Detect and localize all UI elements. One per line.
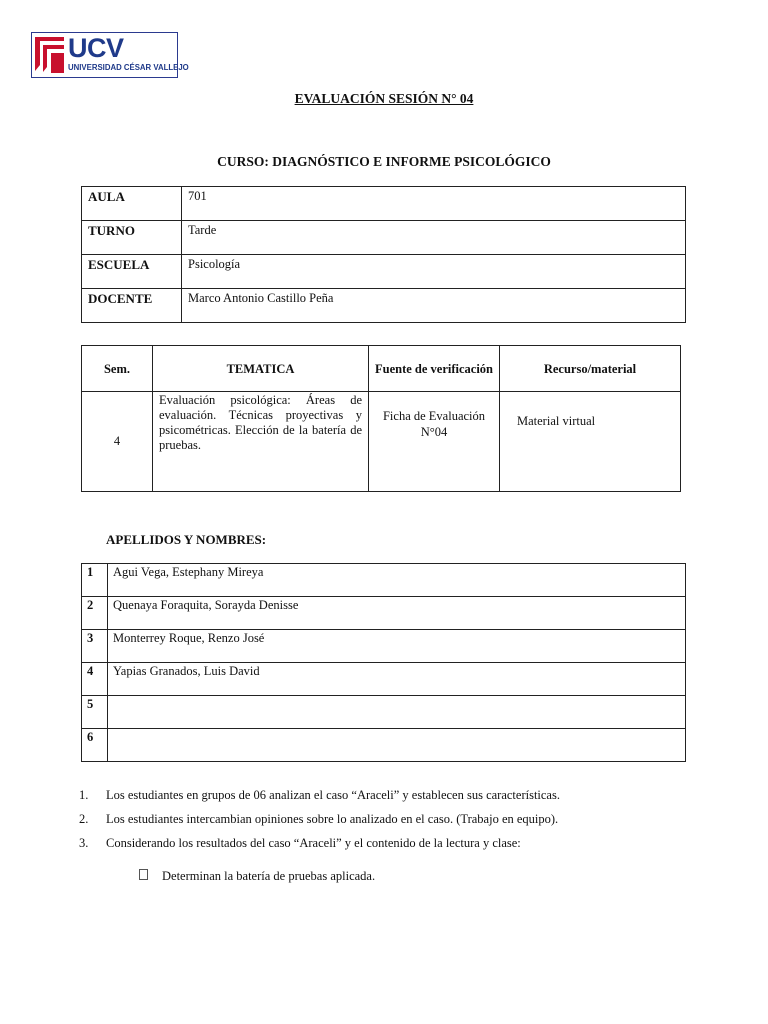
header-fuente: Fuente de verificación [369, 346, 500, 392]
course-title: CURSO: DIAGNÓSTICO E INFORME PSICOLÓGICO [217, 154, 551, 169]
row-number: 3 [82, 630, 108, 663]
student-name: Yapias Granados, Luis David [108, 663, 686, 696]
list-number: 3. [79, 836, 89, 850]
list-text: Considerando los resultados del caso “Araceli” y el contenido de la lectura y clase: [106, 836, 521, 850]
logo-subtitle: UNIVERSIDAD CÉSAR VALLEJO [68, 63, 189, 72]
bullet-text: Determinan la batería de pruebas aplicada. [162, 869, 376, 883]
student-name [108, 729, 686, 762]
student-name: Monterrey Roque, Renzo José [108, 630, 686, 663]
names-heading: APELLIDOS Y NOMBRES: [106, 532, 267, 547]
list-text: Los estudiantes intercambian opiniones sobre lo analizado en el caso. (Trabajo en equipo). [106, 812, 559, 826]
info-label: ESCUELA [82, 255, 182, 289]
list-number: 2. [79, 812, 89, 826]
info-row [82, 221, 686, 255]
info-value: Tarde [182, 221, 686, 255]
header-sem: Sem. [82, 346, 153, 392]
table-row [82, 630, 686, 663]
cell-recurso: Material virtual [500, 392, 681, 492]
info-value: 701 [182, 187, 686, 221]
student-name: Agui Vega, Estephany Mireya [108, 564, 686, 597]
evaluation-title: EVALUACIÓN SESIÓN N° 04 [294, 91, 474, 106]
info-row [82, 255, 686, 289]
list-text: Los estudiantes en grupos de 06 analizan el caso “Araceli” y establecen sus características. [106, 788, 560, 802]
info-value: Psicología [182, 255, 686, 289]
table-row [82, 663, 686, 696]
row-number: 1 [82, 564, 108, 597]
header-recurso: Recurso/material [500, 346, 681, 392]
session-table [81, 345, 681, 492]
names-table [81, 563, 686, 762]
row-number: 6 [82, 729, 108, 762]
cell-sem: 4 [82, 392, 153, 492]
student-name: Quenaya Foraquita, Sorayda Denisse [108, 597, 686, 630]
header-tematica: TEMATICA [153, 346, 369, 392]
info-label: TURNO [82, 221, 182, 255]
info-row [82, 187, 686, 221]
session-header-row [82, 346, 681, 392]
info-row [82, 289, 686, 323]
ucv-logo [31, 32, 189, 78]
list-number: 1. [79, 788, 89, 802]
row-number: 5 [82, 696, 108, 729]
info-table [81, 186, 686, 323]
info-label: DOCENTE [82, 289, 182, 323]
bullet-box-icon [139, 869, 148, 880]
table-row [82, 597, 686, 630]
student-name [108, 696, 686, 729]
info-value: Marco Antonio Castillo Peña [182, 289, 686, 323]
table-row [82, 696, 686, 729]
table-row [82, 729, 686, 762]
session-row [82, 392, 681, 492]
info-label: AULA [82, 187, 182, 221]
row-number: 2 [82, 597, 108, 630]
cell-tematica: Evaluación psicológica: Áreas de evaluación. Técnicas proyectivas y psicométricas. Elección de la batería de pruebas. [153, 392, 369, 492]
table-row [82, 564, 686, 597]
row-number: 4 [82, 663, 108, 696]
logo-brand: UCV [68, 33, 124, 63]
ucv-shield-icon [34, 35, 66, 75]
cell-fuente: Ficha de Evaluación N°04 [369, 392, 500, 492]
